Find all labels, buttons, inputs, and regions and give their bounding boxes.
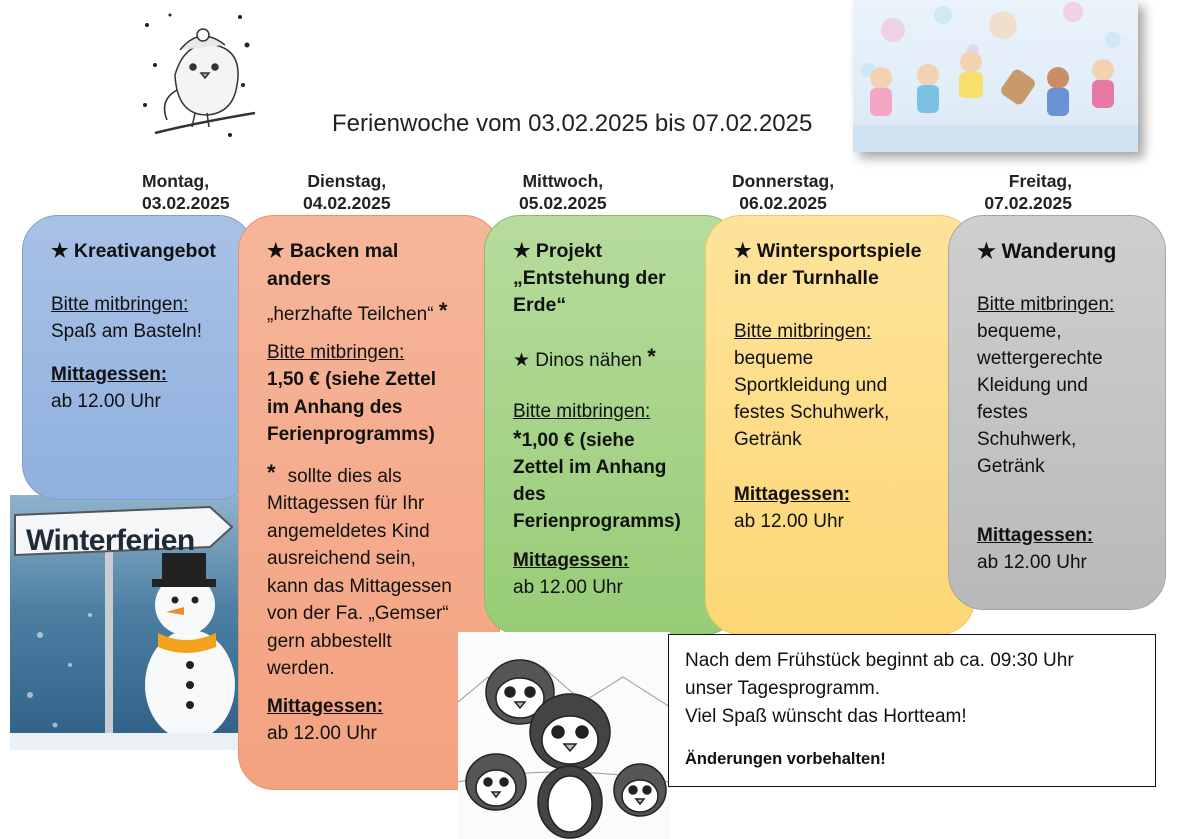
- date-label: 04.02.2025: [303, 193, 391, 213]
- notice-line-1: Nach dem Frühstück beginnt ab ca. 09:30 Uhr: [685, 650, 1074, 671]
- day-header-monday: [142, 170, 230, 214]
- tuesday-activity-line1: ★ Backen mal: [267, 240, 399, 262]
- thursday-bring-4: Getränk: [734, 429, 802, 450]
- tuesday-note-4: ausreichend sein,: [267, 548, 416, 569]
- wednesday-asterisk: *: [647, 344, 656, 369]
- notice-line-2: unser Tagesprogramm.: [685, 678, 881, 699]
- tuesday-note-first: [267, 459, 499, 491]
- day-header-wednesday: [519, 170, 607, 214]
- thursday-bring-3: festes Schuhwerk,: [734, 402, 890, 423]
- tuesday-asterisk: *: [438, 298, 448, 323]
- weekday-label: Mittwoch,: [522, 171, 604, 191]
- friday-card: [948, 215, 1166, 610]
- tuesday-bring-2: im Anhang des: [267, 396, 403, 418]
- wednesday-activity-1: ★ Projekt: [513, 240, 603, 262]
- notice-disclaimer: Änderungen vorbehalten!: [685, 750, 886, 768]
- monday-bring-label: Bitte mitbringen:: [51, 294, 189, 315]
- tuesday-subtitle: „herzhafte Teilchen“: [267, 304, 434, 325]
- friday-bring-1: bequeme,: [977, 321, 1062, 342]
- monday-bring: Spaß am Basteln!: [51, 321, 203, 342]
- wednesday-bring-1: 1,00 € (siehe: [521, 430, 635, 451]
- penguins-illustration: [458, 632, 670, 839]
- friday-bring-2: wettergerechte: [977, 348, 1103, 369]
- notice-line-3: Viel Spaß wünscht das Hortteam!: [685, 706, 967, 727]
- monday-lunch-label: Mittagessen:: [51, 364, 168, 385]
- wednesday-activity-2: „Entstehung der: [513, 267, 666, 289]
- friday-lunch: ab 12.00 Uhr: [977, 552, 1087, 573]
- wednesday-lunch: ab 12.00 Uhr: [513, 577, 623, 598]
- tuesday-note-asterisk: *: [267, 459, 276, 485]
- friday-lunch-label: Mittagessen:: [977, 525, 1094, 546]
- date-label: 03.02.2025: [142, 193, 230, 213]
- tuesday-note-2: Mittagessen für Ihr: [267, 493, 425, 514]
- wednesday-bring-3: des: [513, 484, 546, 505]
- tuesday-bring-label: Bitte mitbringen:: [267, 341, 405, 363]
- thursday-bring-label: Bitte mitbringen:: [734, 321, 872, 342]
- wednesday-bring-label: Bitte mitbringen:: [513, 401, 651, 422]
- friday-bring-4: festes: [977, 402, 1028, 423]
- friday-bring-3: Kleidung und: [977, 375, 1088, 396]
- friday-bring-6: Getränk: [977, 456, 1045, 477]
- wednesday-activity-3: Erde“: [513, 294, 567, 316]
- tuesday-note-5: kann das Mittagessen: [267, 575, 452, 597]
- tuesday-note-3: angemeldetes Kind: [267, 520, 430, 542]
- day-header-tuesday: [303, 170, 391, 214]
- weekday-label: Dienstag,: [307, 171, 387, 191]
- weekday-label: Freitag,: [1008, 171, 1072, 191]
- tuesday-note-8: werden.: [267, 658, 335, 679]
- tuesday-note-6: von der Fa. „Gemser“: [267, 603, 449, 624]
- thursday-lunch-label: Mittagessen:: [734, 484, 851, 505]
- wednesday-bring-4: Ferienprogramms): [513, 511, 681, 532]
- thursday-activity-2: in der Turnhalle: [734, 267, 879, 289]
- friday-bring-5: Schuhwerk,: [977, 429, 1077, 450]
- thursday-bring-2: Sportkleidung und: [734, 375, 888, 396]
- monday-card: [22, 215, 254, 500]
- tuesday-bring-3: Ferienprogramms): [267, 424, 435, 445]
- wednesday-card: [484, 215, 740, 635]
- day-header-friday: [972, 170, 1072, 214]
- children-winter-illustration: [853, 0, 1138, 152]
- tuesday-note-1: sollte dies als: [287, 465, 402, 487]
- wednesday-activity2: ★ Dinos nähen: [513, 350, 643, 371]
- page-title: Ferienwoche vom 03.02.2025 bis 07.02.2025: [332, 110, 813, 137]
- date-label: 06.02.2025: [739, 193, 827, 213]
- friday-activity: ★ Wanderung: [977, 240, 1117, 263]
- wednesday-bring-2: Zettel im Anhang: [513, 457, 667, 478]
- thursday-card: [705, 215, 975, 635]
- snowman-winterferien-image: [10, 495, 240, 750]
- tuesday-subtitle-row: [267, 297, 499, 329]
- thursday-lunch: ab 12.00 Uhr: [734, 511, 844, 532]
- tuesday-lunch-label: Mittagessen:: [267, 695, 384, 717]
- winterferien-sign-text: Winterferien: [26, 524, 195, 557]
- tuesday-note-7: gern abbestellt: [267, 630, 392, 652]
- weekday-label: Montag,: [142, 171, 210, 191]
- bird-illustration: [135, 5, 260, 155]
- wednesday-lunch-label: Mittagessen:: [513, 550, 630, 571]
- tuesday-lunch: ab 12.00 Uhr: [267, 723, 377, 744]
- wednesday-bring-asterisk: *: [513, 426, 522, 451]
- date-label: 05.02.2025: [519, 193, 607, 213]
- day-header-thursday: [732, 170, 834, 214]
- thursday-activity-1: ★ Wintersportspiele: [734, 240, 922, 262]
- date-label: 07.02.2025: [984, 193, 1072, 213]
- thursday-bring-1: bequeme: [734, 348, 814, 369]
- notice-box: [668, 634, 1156, 787]
- tuesday-activity-line2: anders: [267, 267, 331, 290]
- weekday-label: Donnerstag,: [732, 171, 835, 191]
- monday-activity: ★ Kreativangebot: [51, 240, 216, 262]
- friday-bring-label: Bitte mitbringen:: [977, 294, 1115, 315]
- tuesday-bring-1: 1,50 € (siehe Zettel: [267, 369, 436, 390]
- monday-lunch: ab 12.00 Uhr: [51, 391, 161, 412]
